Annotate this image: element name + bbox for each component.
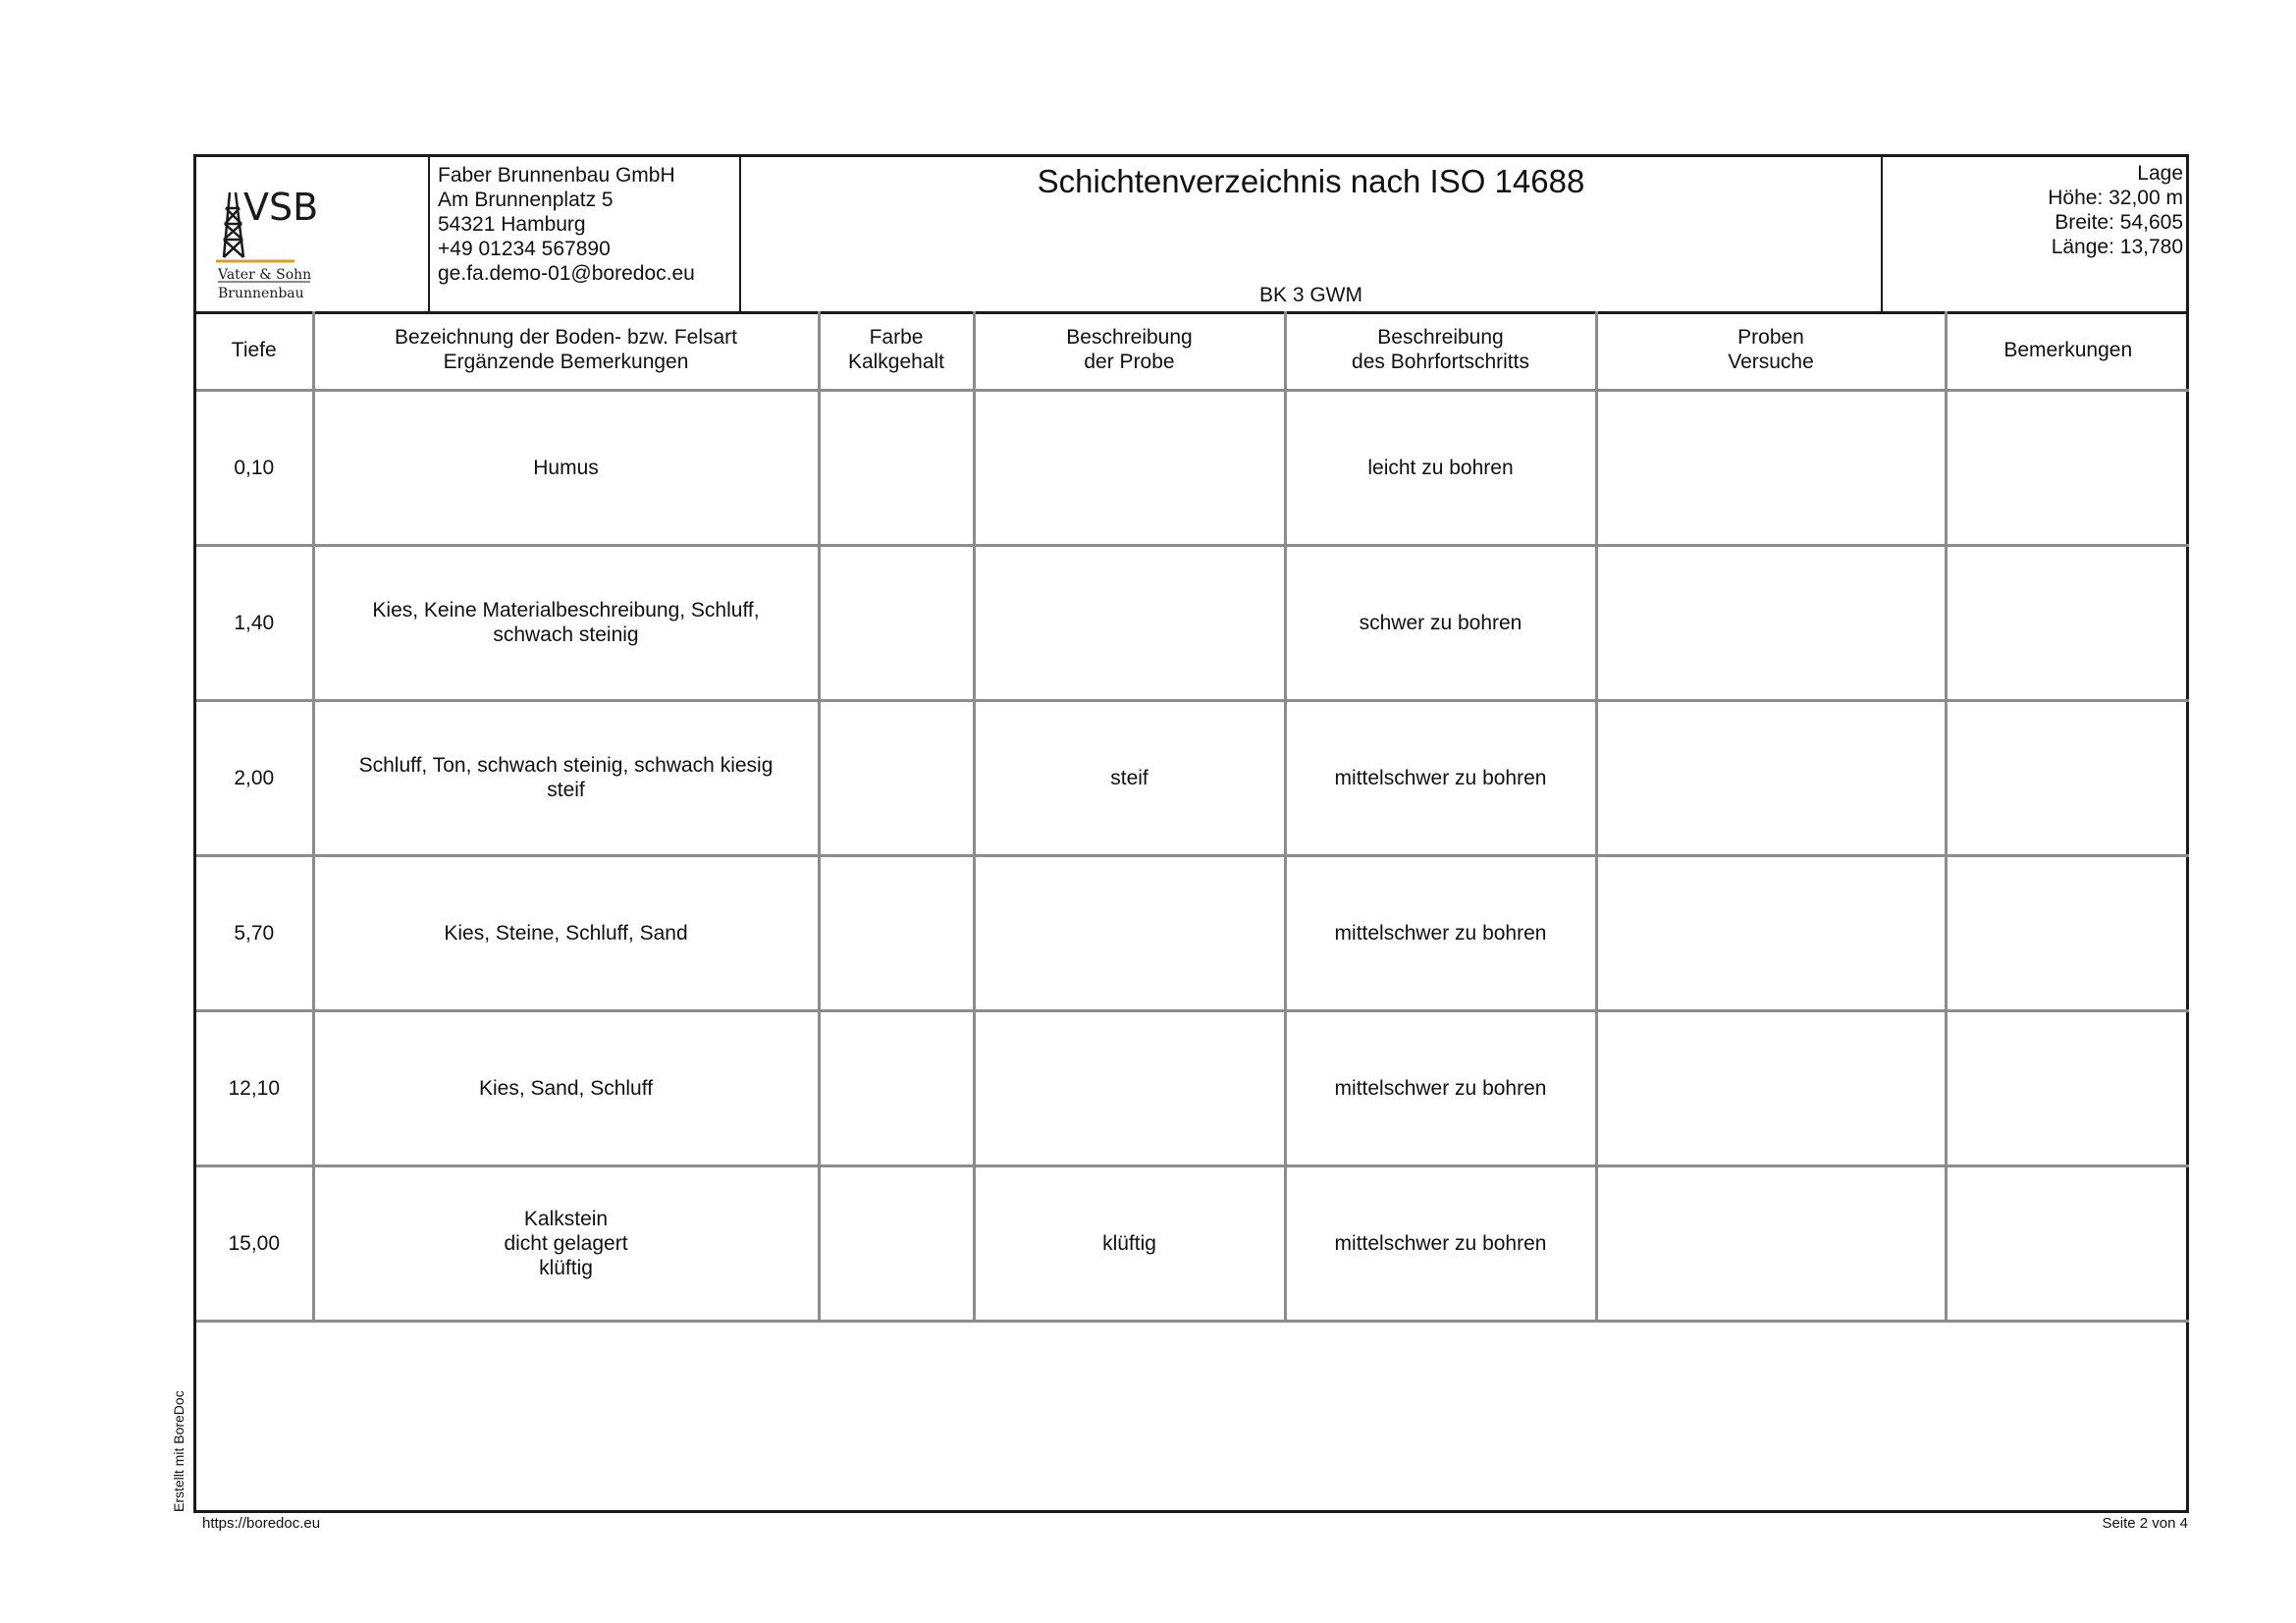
table-row [196,700,2189,855]
depth-cell: 0,10 [196,390,313,545]
column-header-depth: Tiefe [196,311,313,390]
remarks-cell [1946,855,2189,1010]
remarks-cell [1946,545,2189,700]
company-phone: +49 01234 567890 [438,238,611,260]
remarks-cell [1946,700,2189,855]
location-height: Höhe: 32,00 m [2048,187,2183,209]
drilling-progress-cell: mittelschwer zu bohren [1285,1010,1596,1165]
soil-type-cell: Kies, Sand, Schluff [313,1010,819,1165]
sample-description-cell [974,390,1285,545]
document-title: Schichtenverzeichnis nach ISO 14688 [1037,163,1585,199]
logo-subtitle-2: Brunnenbau [218,286,304,298]
sample-description-cell: klüftig [974,1165,1285,1321]
company-address [430,157,741,311]
logo-subtitle-1: Vater & Sohn [218,267,312,283]
table-row [196,855,2189,1010]
depth-cell: 12,10 [196,1010,313,1165]
sample-description-cell [974,545,1285,700]
layer-table [196,311,2189,1323]
remarks-cell [1946,1010,2189,1165]
sample-description-cell: steif [974,700,1285,855]
color-cell [819,545,974,700]
samples-cell [1596,700,1946,855]
document-frame [193,154,2189,1513]
column-header-samples: Proben Versuche [1596,311,1946,390]
drilling-progress-cell: leicht zu bohren [1285,390,1596,545]
column-header-color: Farbe Kalkgehalt [819,311,974,390]
table-row [196,390,2189,545]
location-label: Lage [2137,162,2183,185]
location-latitude: Breite: 54,605 [2055,211,2183,234]
company-city: 54321 Hamburg [438,213,586,236]
samples-cell [1596,855,1946,1010]
soil-type-cell: Kalkstein dicht gelagert klüftig [313,1165,819,1321]
drilling-progress-cell: mittelschwer zu bohren [1285,855,1596,1010]
company-email[interactable]: ge.fa.demo-01@boredoc.eu [438,262,695,285]
borehole-id: BK 3 GWM [1258,284,1362,306]
drilling-progress-cell: mittelschwer zu bohren [1285,700,1596,855]
remarks-cell [1946,390,2189,545]
soil-type-cell: Schluff, Ton, schwach steinig, schwach kiesig steif [313,700,819,855]
depth-cell: 15,00 [196,1165,313,1321]
created-with-note: Erstellt mit BoreDoc [171,1390,187,1512]
depth-cell: 1,40 [196,545,313,700]
sample-description-cell [974,1010,1285,1165]
logo-text: VSB [243,186,319,229]
drilling-progress-cell: schwer zu bohren [1285,545,1596,700]
drilling-rig-logo-icon [216,181,412,298]
company-name: Faber Brunnenbau GmbH [438,164,675,187]
table-header-row [196,311,2189,390]
company-street: Am Brunnenplatz 5 [438,189,614,211]
sample-description-cell [974,855,1285,1010]
footer-url-link[interactable]: https://boredoc.eu [202,1515,321,1532]
column-header-remarks: Bemerkungen [1946,311,2189,390]
page-number: Seite 2 von 4 [2102,1515,2188,1532]
company-logo [196,157,430,311]
soil-type-cell: Humus [313,390,819,545]
depth-cell: 2,00 [196,700,313,855]
depth-cell: 5,70 [196,855,313,1010]
samples-cell [1596,1010,1946,1165]
remarks-cell [1946,1165,2189,1321]
drilling-progress-cell: mittelschwer zu bohren [1285,1165,1596,1321]
location-block [1883,157,2189,311]
samples-cell [1596,545,1946,700]
table-row [196,545,2189,700]
color-cell [819,1010,974,1165]
title-block [741,157,1883,311]
color-cell [819,855,974,1010]
soil-type-cell: Kies, Steine, Schluff, Sand [313,855,819,1010]
column-header-sample-description: Beschreibung der Probe [974,311,1285,390]
column-header-drilling-progress: Beschreibung des Bohrfortschritts [1285,311,1596,390]
color-cell [819,390,974,545]
samples-cell [1596,1165,1946,1321]
color-cell [819,1165,974,1321]
document-header [196,157,2186,314]
samples-cell [1596,390,1946,545]
color-cell [819,700,974,855]
table-row [196,1010,2189,1165]
location-longitude: Länge: 13,780 [2051,236,2183,258]
column-header-soil-type: Bezeichnung der Boden- bzw. Felsart Ergänzende Bemerkungen [313,311,819,390]
table-row [196,1165,2189,1321]
soil-type-cell: Kies, Keine Materialbeschreibung, Schluff, schwach steinig [313,545,819,700]
